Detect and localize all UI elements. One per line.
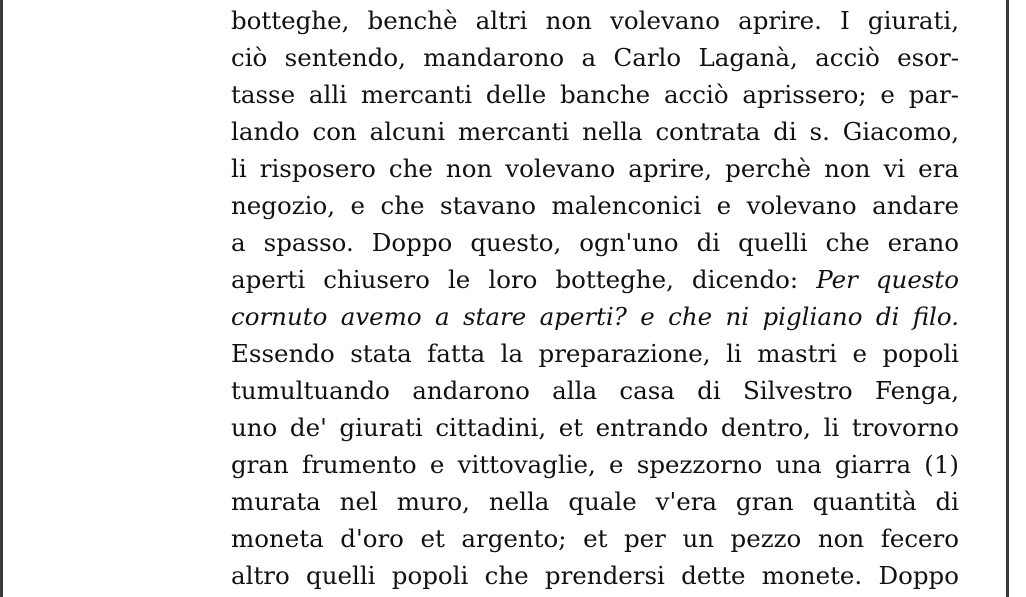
text-line: lando con alcuni mercanti nella contrata di s. Giacomo, xyxy=(231,117,959,146)
left-page-edge xyxy=(0,0,3,597)
text-line: murata nel muro, nella quale v'era gran quantità di xyxy=(231,487,959,516)
text-line: gran frumento e vittovaglie, e spezzorno una giarra (1) xyxy=(231,450,959,479)
text-line: altro quelli popoli che prendersi dette monete. Doppo xyxy=(231,561,959,590)
text-line: tumultuando andarono alla casa di Silvestro Fenga, xyxy=(231,376,959,405)
text-line: Essendo stata fatta la preparazione, li mastri e popoli xyxy=(231,339,959,368)
text-line: uno de' giurati cittadini, et entrando dentro, li trovorno xyxy=(231,413,959,442)
text-line: tasse alli mercanti delle banche acciò aprissero; e par- xyxy=(231,80,959,109)
text-line: negozio, e che stavano malenconici e volevano andare xyxy=(231,191,959,220)
italic-quote: Per questo xyxy=(816,265,959,294)
right-page-edge xyxy=(1006,0,1009,597)
text-line: li risposero che non volevano aprire, perchè non vi era xyxy=(231,154,959,183)
italic-quote-line: cornuto avemo a stare aperti? e che ni pigliano di filo. xyxy=(231,302,959,331)
text-line: a spasso. Doppo questo, ogn'uno di quelli che erano xyxy=(231,228,959,257)
mixed-text-line xyxy=(231,261,959,298)
text-line: botteghe, benchè altri non volevano aprire. I giurati, xyxy=(231,6,959,35)
text-line: moneta d'oro et argento; et per un pezzo non fecero xyxy=(231,524,959,553)
text-line: ciò sentendo, mandarono a Carlo Laganà, acciò esor- xyxy=(231,43,959,72)
roman-text: aperti chiusero le loro botteghe, dicendo: xyxy=(231,265,817,294)
